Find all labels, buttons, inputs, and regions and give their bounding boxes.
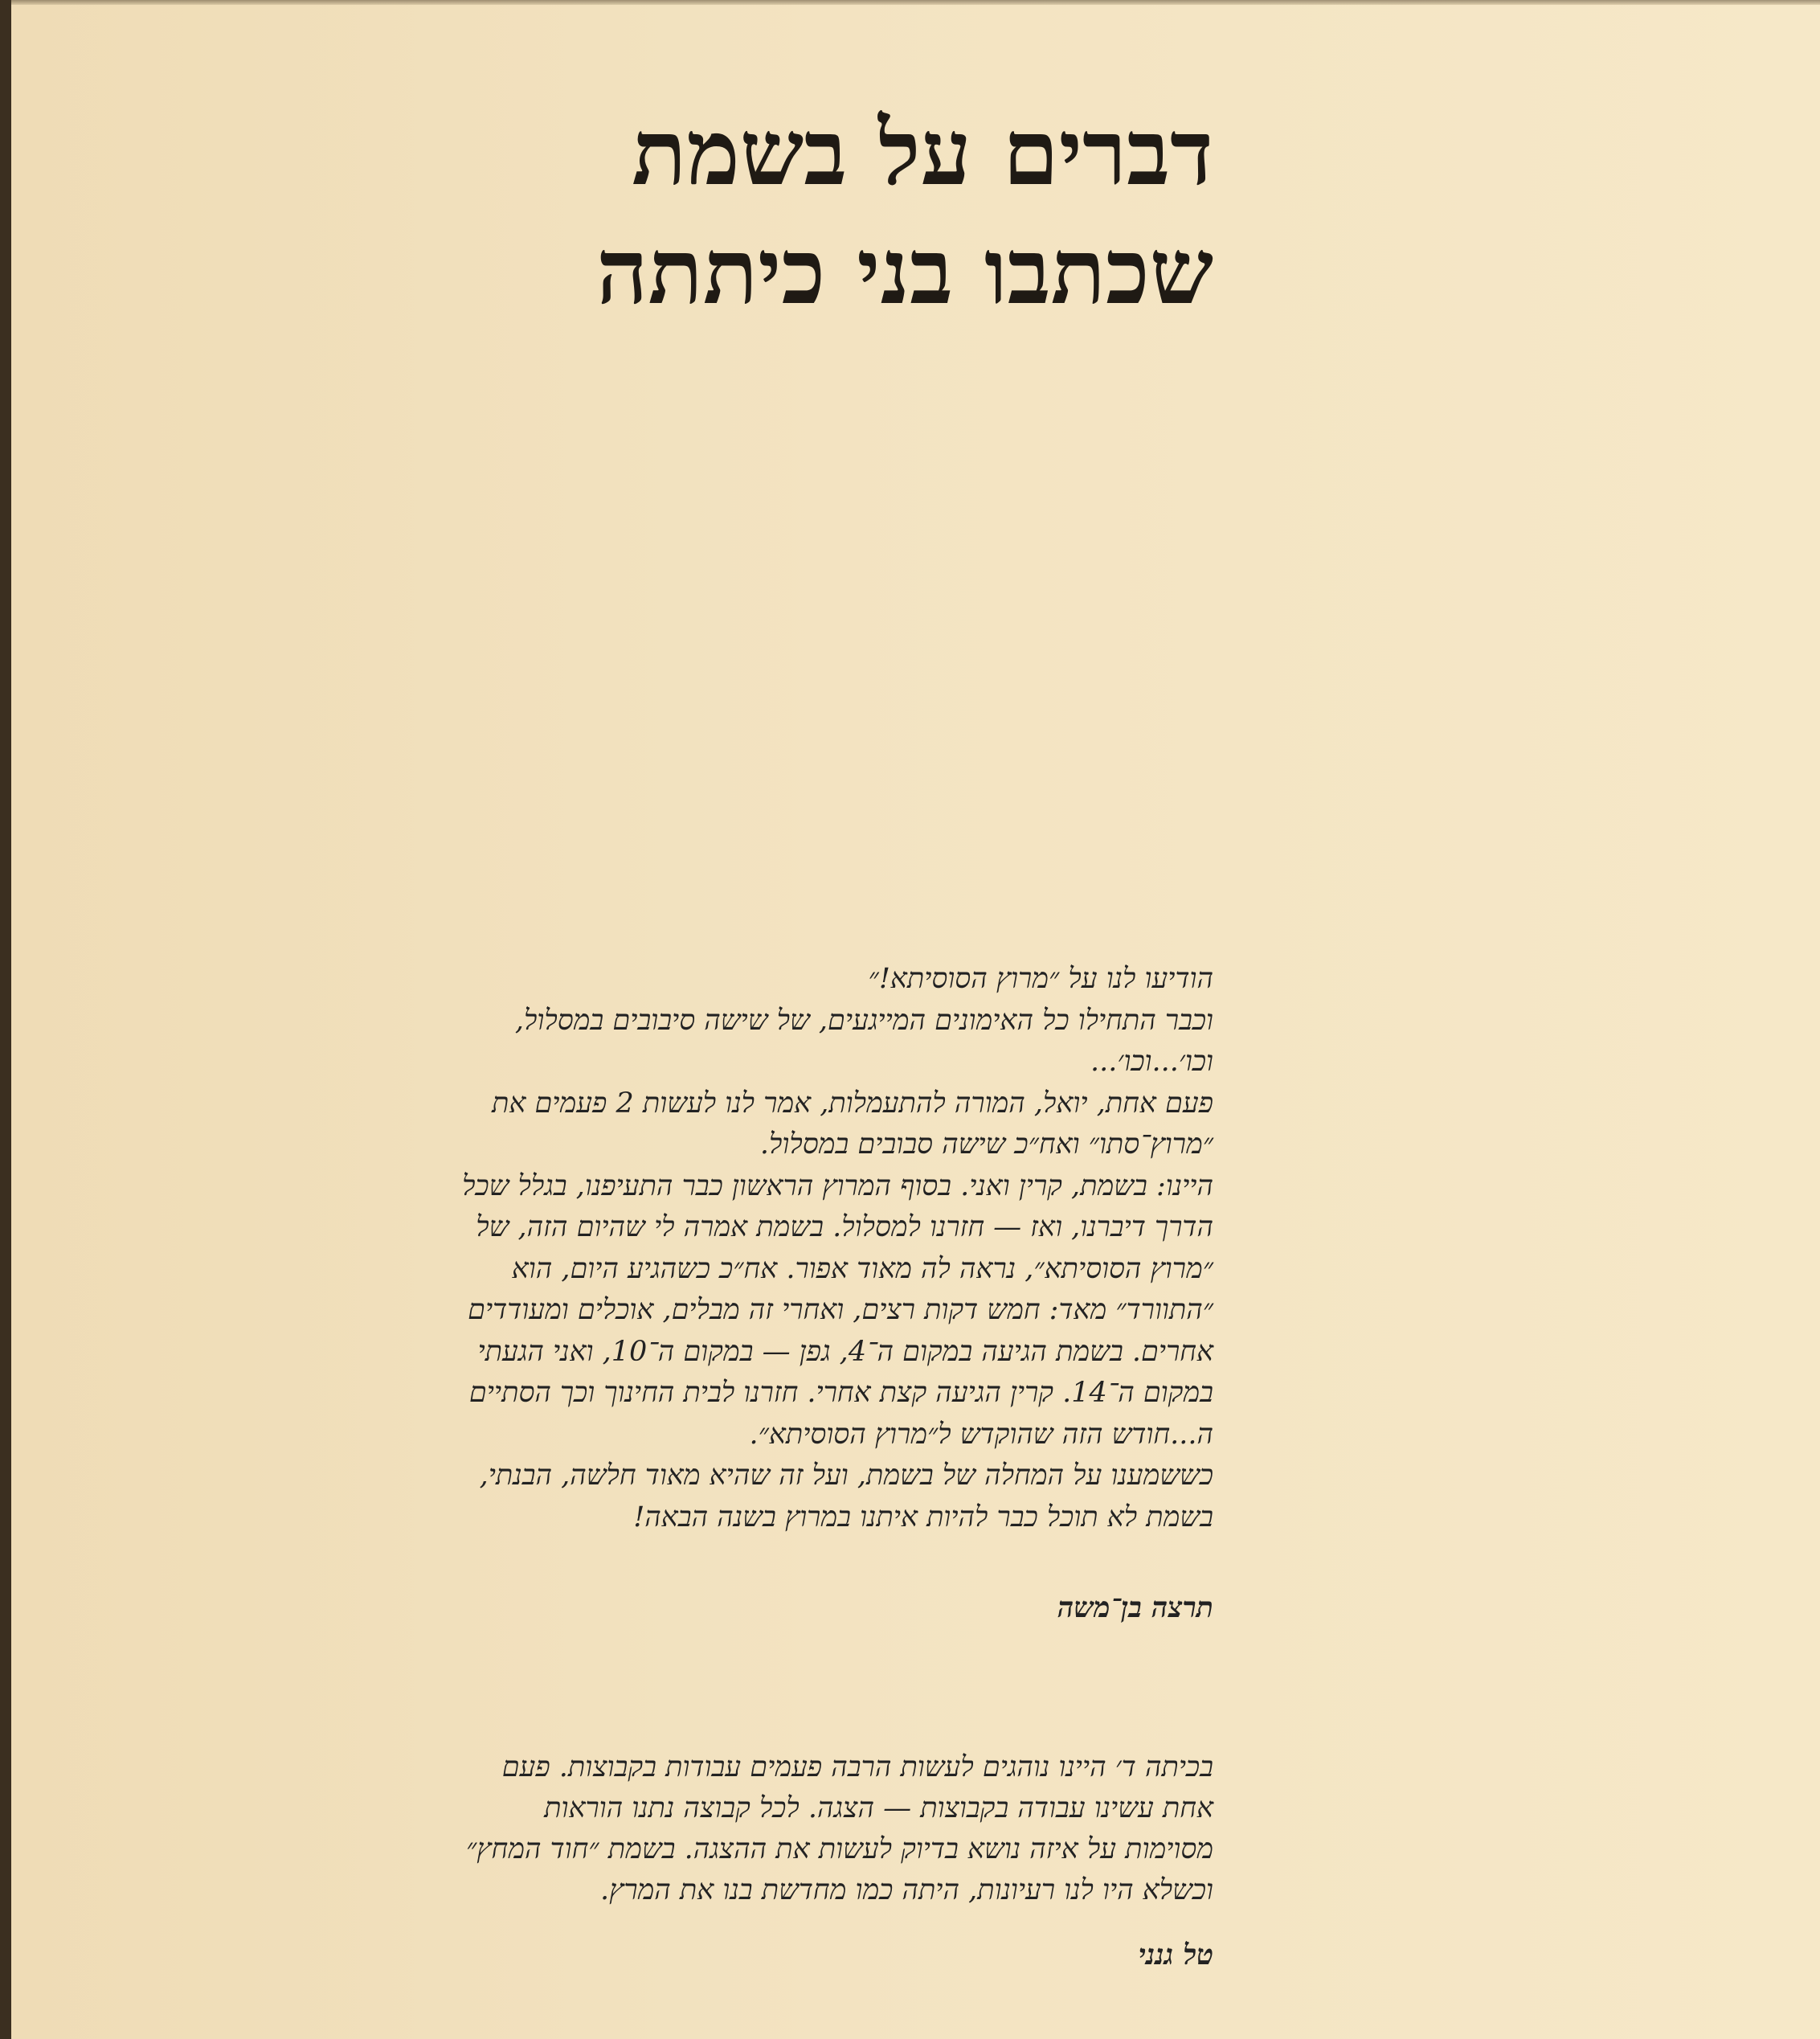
page-title-line-1: דברים על בשמת xyxy=(632,100,1213,206)
paragraph-line: הדרך דיברנו, ואז — חזרנו למסלול. בשמת אמרה לי שהיום הזה, של xyxy=(476,1211,1213,1243)
story-1-author: תרצה בן־משה xyxy=(1057,1591,1213,1624)
paragraph-line: מסוימות על איזה נושא בדיוק לעשות את ההצגה. בשמת ״חוד המחץ״ xyxy=(465,1833,1213,1865)
paragraph-line: היינו: בשמת, קרין ואני. בסוף המרוץ הראשון כבר התעיפנו, בגלל שכל xyxy=(462,1169,1213,1202)
paragraph-line: פעם אחת, יואל, המורה להתעמלות, אמר לנו לעשות 2 פעמים את xyxy=(491,1087,1213,1120)
paragraph-line: כששמענו על המחלה של בשמת, ועל זה שהיא מאוד חלשה, הבנתי, xyxy=(479,1460,1213,1492)
paragraph-line: ״התוורד״ מאד: חמש דקות רצים, ואחרי זה מבלים, אוכלים ומעודדים xyxy=(468,1294,1213,1326)
scan-top-edge xyxy=(11,0,1820,5)
story-1-body xyxy=(265,959,1213,1538)
paragraph-line: ״מרוץ הסוסיתא״, נראה לה מאוד אפור. אח״כ כשהגיע היום, הוא xyxy=(511,1252,1213,1285)
paragraph-line: אחרים. בשמת הגיעה במקום ה־4, גפן — במקום ה־10, ואני הגעתי xyxy=(477,1335,1213,1368)
paragraph-line: ה...חודש הזה שהוקדש ל״מרוץ הסוסיתא״. xyxy=(749,1418,1213,1451)
paragraph-line: בכיתה ד׳ היינו נוהגים לעשות הרבה פעמים עבודות בקבוצות. פעם xyxy=(501,1751,1213,1783)
paragraph-line: ״מרוץ־סתו״ ואח״כ שישה סבובים במסלול. xyxy=(759,1128,1213,1161)
paragraph-line: אחת עשינו עבודה בקבוצות — הצגה. לכל קבוצה נתנו הוראות xyxy=(544,1792,1213,1824)
paragraph-line: הודיעו לנו על ״מרוץ הסוסיתא!״ xyxy=(868,963,1213,995)
paragraph-line: וכבר התחילו כל האימונים המייגעים, של שישה סיבובים במסלול, xyxy=(514,1004,1213,1037)
story-2-body xyxy=(313,1747,1213,1911)
paragraph-line: וכו׳...וכו׳... xyxy=(1090,1046,1213,1078)
paragraph-line: בשמת לא תוכל כבר להיות איתנו במרוץ בשנה הבאה! xyxy=(633,1501,1213,1533)
paragraph-line: וכשלא היו לנו רעיונות, היתה כמו מחדשת בנו את המרץ. xyxy=(600,1874,1213,1906)
scan-left-edge xyxy=(0,0,11,2039)
story-2-author: טל גנני xyxy=(1138,1939,1213,1971)
page-title-line-2: שכתבו בני כיתתה xyxy=(596,219,1213,325)
paragraph-line: במקום ה־14. קרין הגיעה קצת אחרי. חזרנו לבית החינוך וכך הסתיים xyxy=(468,1377,1213,1409)
